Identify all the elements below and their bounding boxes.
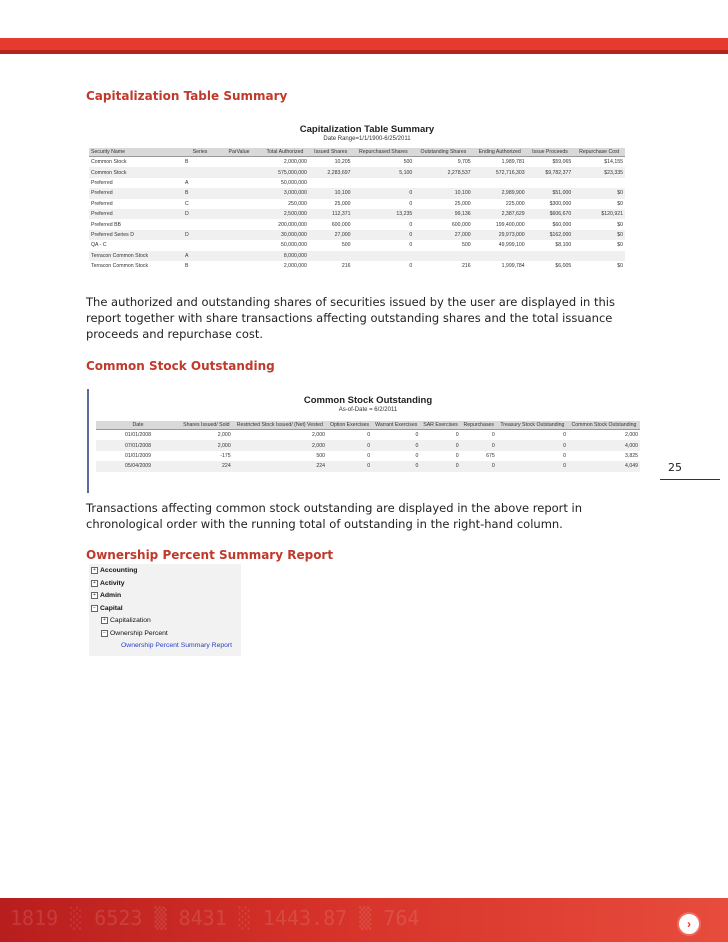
table-cell [473,178,527,188]
table-row [89,157,625,168]
table-cell: 0 [415,452,419,459]
col-header: Common Stock Outstanding [568,421,640,430]
table-cell: 0 [461,440,497,450]
table-cell: 2,000 [180,440,233,450]
capitalization-description: The authorized and outstanding shares of securities issued by the user are displayed in this report together with share transactions affecting outstanding shares and the total issuance proceeds and repurchase cost. [86,295,615,341]
capitalization-report [89,120,625,280]
table-cell: Preferred Series D [89,230,183,240]
table-cell: $0 [617,200,623,207]
col-header: Repurchases [461,421,497,430]
tree-item-label: Ownership Percent [110,629,168,637]
table-header-row [96,421,640,430]
table-cell: 0 [497,461,568,471]
table-cell: 0 [352,188,414,198]
tree-item-label: Accounting [100,567,138,574]
table-cell: 01/01/2009 [125,452,151,459]
table-cell: $60,000 [552,221,572,228]
table-cell: 224 [180,461,233,471]
table-header-row [89,148,625,157]
capitalization-table [89,148,625,271]
table-cell: 10,100 [414,188,472,198]
tree-item[interactable] [101,630,168,637]
table-cell: $23,335 [573,167,625,177]
table-cell: Preferred [91,200,113,207]
table-cell: 5,100 [352,167,414,177]
table-cell: B [185,159,189,166]
col-header: Date [96,421,180,430]
table-cell: 0 [420,440,460,450]
table-cell: 199,400,000 [495,221,525,228]
col-header: Issue Proceeds [527,148,574,157]
table-cell: 0 [455,452,459,459]
table-cell: C [185,200,189,207]
tree-item[interactable] [101,617,151,624]
table-cell [573,178,625,188]
table-cell: $0 [617,242,623,249]
table-cell [527,178,574,188]
table-cell: $51,000 [527,188,574,198]
table-cell: $14,155 [604,159,623,166]
table-cell: Preferred [91,179,113,186]
col-header: Security Name [89,148,183,157]
table-cell [217,219,261,229]
table-cell [217,167,261,177]
table-cell: 27,000 [414,230,472,240]
table-cell: 0 [367,452,371,459]
table-cell: 0 [409,242,413,249]
table-cell [414,251,472,261]
table-cell: 10,205 [334,159,351,166]
tree-item[interactable] [91,592,121,599]
table-cell: 9,705 [457,159,471,166]
table-cell: 0 [563,452,566,459]
table-row [89,209,625,219]
table-cell: 0 [372,440,420,450]
common-stock-table [96,421,640,472]
table-cell: $120,921 [573,209,625,219]
tree-item-label: Capital [100,604,123,612]
table-cell: 572,716,303 [473,167,527,177]
collapse-icon[interactable]: − [101,630,108,637]
col-header: Warrant Exercises [372,421,420,430]
table-cell: 216 [341,263,351,270]
table-cell: 500 [316,452,325,459]
tree-item[interactable] [111,642,232,649]
tree-item[interactable] [91,605,123,612]
tree-item-label: Admin [100,592,122,599]
table-cell [217,188,261,198]
table-cell: 0 [491,432,495,439]
table-cell: 0 [327,440,372,450]
section-title-capitalization: Capitalization Table Summary [86,89,288,103]
table-cell: $59,065 [552,159,572,166]
table-row [89,199,625,209]
table-cell: 25,000 [454,200,471,207]
table-cell: 01/01/2008 [125,432,151,439]
table-cell: 0 [409,263,413,270]
page-number: 25 [668,461,682,474]
col-header: SAR Exercises [420,421,460,430]
table-cell: D [183,209,217,219]
table-cell: 3,825 [625,452,638,459]
table-row [89,251,625,261]
table-cell [527,251,574,261]
table-cell [183,240,217,250]
table-cell: 25,000 [334,200,351,207]
table-cell: Common Stock [91,159,127,166]
table-cell: 200,000,000 [278,221,307,228]
table-cell: 0 [497,440,568,450]
table-cell [217,251,261,261]
table-cell [217,261,261,271]
expand-icon[interactable]: + [101,617,108,624]
table-row [96,440,640,450]
table-cell: 0 [415,432,419,439]
report-title: Common Stock Outstanding [303,395,433,406]
table-cell: 250,000 [288,200,307,207]
table-cell [217,199,261,209]
table-row [96,451,640,461]
table-cell: 675 [486,452,495,459]
table-row [89,178,625,188]
table-cell: Preferred [89,188,183,198]
table-cell [183,219,217,229]
table-cell: 2,500,000 [261,209,309,219]
col-header: Option Exercises [327,421,372,430]
table-cell: 225,000 [505,200,525,207]
common-stock-description: Transactions affecting common stock outstanding are displayed in the above report in chronological order with the running total of outstanding in the right-hand column. [86,501,583,531]
table-cell: 4,049 [568,461,640,471]
table-cell: 0 [372,461,420,471]
table-row [89,219,625,229]
table-cell: D [183,230,217,240]
table-cell: 07/01/2008 [96,440,180,450]
table-cell: 27,000 [309,230,353,240]
col-header: Series [183,148,217,157]
col-header: Shares Issued/ Sold [180,421,233,430]
table-cell: Common Stock [89,167,183,177]
expand-icon[interactable]: + [91,592,98,599]
table-cell: 0 [409,200,413,207]
table-cell: 29,973,000 [473,230,527,240]
table-cell: 2,278,537 [414,167,472,177]
table-cell: 0 [367,432,371,439]
table-cell: 99,136 [414,209,472,219]
table-cell: 2,283,697 [309,167,353,177]
report-side-bar [87,389,89,493]
table-cell: 500 [462,242,471,249]
table-cell: $6,005 [555,263,572,270]
table-cell: 216 [462,263,471,270]
table-cell: 30,000,000 [261,230,309,240]
footer-decoration: 1819 ░ 6523 ▒ 8431 ░ 1443.87 ▒ 764 [10,906,420,930]
footer-red-band [0,898,728,942]
tree-item[interactable] [91,567,137,574]
table-cell: $0 [573,230,625,240]
table-cell: QA - C [91,242,107,249]
col-header: Issued Shares [309,148,353,157]
table-cell: Terracon Common Stock [89,251,183,261]
table-cell [352,251,414,261]
common-stock-report [96,391,640,495]
table-cell: 0 [461,461,497,471]
table-cell: Preferred BB [91,221,121,228]
table-cell [217,209,261,219]
col-header: Treasury Stock Outstanding [497,421,568,430]
table-row [89,230,625,240]
table-cell: 0 [563,432,566,439]
table-cell: 112,371 [309,209,353,219]
table-cell: 0 [352,230,414,240]
table-cell: 2,000 [217,432,231,439]
table-cell: 49,999,100 [498,242,525,249]
table-cell: $9,782,377 [527,167,574,177]
header-red-band [0,38,728,50]
table-cell: 10,100 [309,188,353,198]
arrow-logo-icon: › [677,912,701,936]
table-cell: 8,000,000 [261,251,309,261]
table-cell: 13,235 [352,209,414,219]
table-cell: 2,000 [625,432,638,439]
tree-item[interactable] [91,580,125,587]
table-cell: $0 [617,263,623,270]
table-cell: 2,989,900 [473,188,527,198]
table-cell [573,251,625,261]
table-cell: $606,670 [527,209,574,219]
table-cell: $0 [573,188,625,198]
col-header: Repurchase Cost [573,148,625,157]
table-row [89,261,625,271]
header-red-band-shadow [0,50,728,54]
section-title-ownership: Ownership Percent Summary Report [86,548,334,562]
page-number-rule [660,479,720,480]
table-cell: $8,100 [555,242,572,249]
table-cell: 1,999,784 [501,263,525,270]
table-cell: A [183,251,217,261]
col-header: Repurchased Shares [352,148,414,157]
expand-icon[interactable]: + [91,567,98,574]
report-title: Capitalization Table Summary [299,124,435,135]
table-cell: 0 [327,461,372,471]
col-header: Ending Authorized [473,148,527,157]
table-cell: 05/04/2009 [96,461,180,471]
tree-item-label: Capitalization [110,617,151,624]
col-header: ParValue [217,148,261,157]
table-cell: -175 [220,452,231,459]
table-cell: 0 [409,221,413,228]
table-cell: 224 [233,461,327,471]
col-header: Total Authorized [261,148,309,157]
table-cell: B [185,263,189,270]
table-cell [183,167,217,177]
section-title-common-stock: Common Stock Outstanding [86,359,275,373]
table-cell: 2,000,000 [283,159,307,166]
table-cell: 0 [420,461,460,471]
table-cell [414,178,472,188]
table-cell: 2,000,000 [283,263,307,270]
table-row [96,461,640,471]
table-cell: 575,000,000 [261,167,309,177]
table-cell: 0 [455,432,459,439]
table-cell: $0 [617,221,623,228]
table-cell [217,157,261,168]
table-cell: 4,000 [568,440,640,450]
table-cell: 3,000,000 [261,188,309,198]
table-cell [217,240,261,250]
col-header: Outstanding Shares [414,148,472,157]
table-cell: B [183,188,217,198]
table-cell [473,251,527,261]
table-cell: 500 [341,242,351,249]
navigation-tree [89,564,241,656]
report-subtitle: Date Range=1/1/1900-6/25/2011 [323,136,411,142]
table-cell [352,178,414,188]
col-header: Restricted Stock Issued/ (Net) Vested [233,421,327,430]
table-cell: 2,387,629 [473,209,527,219]
table-cell: Terracon Common Stock [91,263,149,270]
tree-item-label: Activity [100,579,125,587]
tree-item-label: Ownership Percent Summary Report [121,642,233,649]
table-cell [309,251,353,261]
collapse-icon[interactable]: − [91,605,98,612]
table-row [89,167,625,177]
table-cell: 50,000,000 [280,179,307,186]
table-row [89,240,625,250]
report-subtitle: As-of-Date = 6/2/2011 [338,407,398,413]
table-cell: Preferred [89,209,183,219]
table-row [89,188,625,198]
table-cell: 600,000 [331,221,351,228]
table-cell: $162,000 [527,230,574,240]
table-cell: $300,000 [549,200,572,207]
table-cell: 2,000 [233,440,327,450]
table-cell: A [185,179,189,186]
table-cell [217,178,261,188]
table-cell [309,178,353,188]
expand-icon[interactable]: + [91,580,98,587]
table-cell: 50,000,000 [280,242,307,249]
table-cell [217,230,261,240]
table-cell: 1,989,781 [501,159,525,166]
table-cell: 500 [403,159,413,166]
table-cell: 600,000 [451,221,471,228]
table-cell: 2,000 [311,432,325,439]
table-row [96,430,640,441]
